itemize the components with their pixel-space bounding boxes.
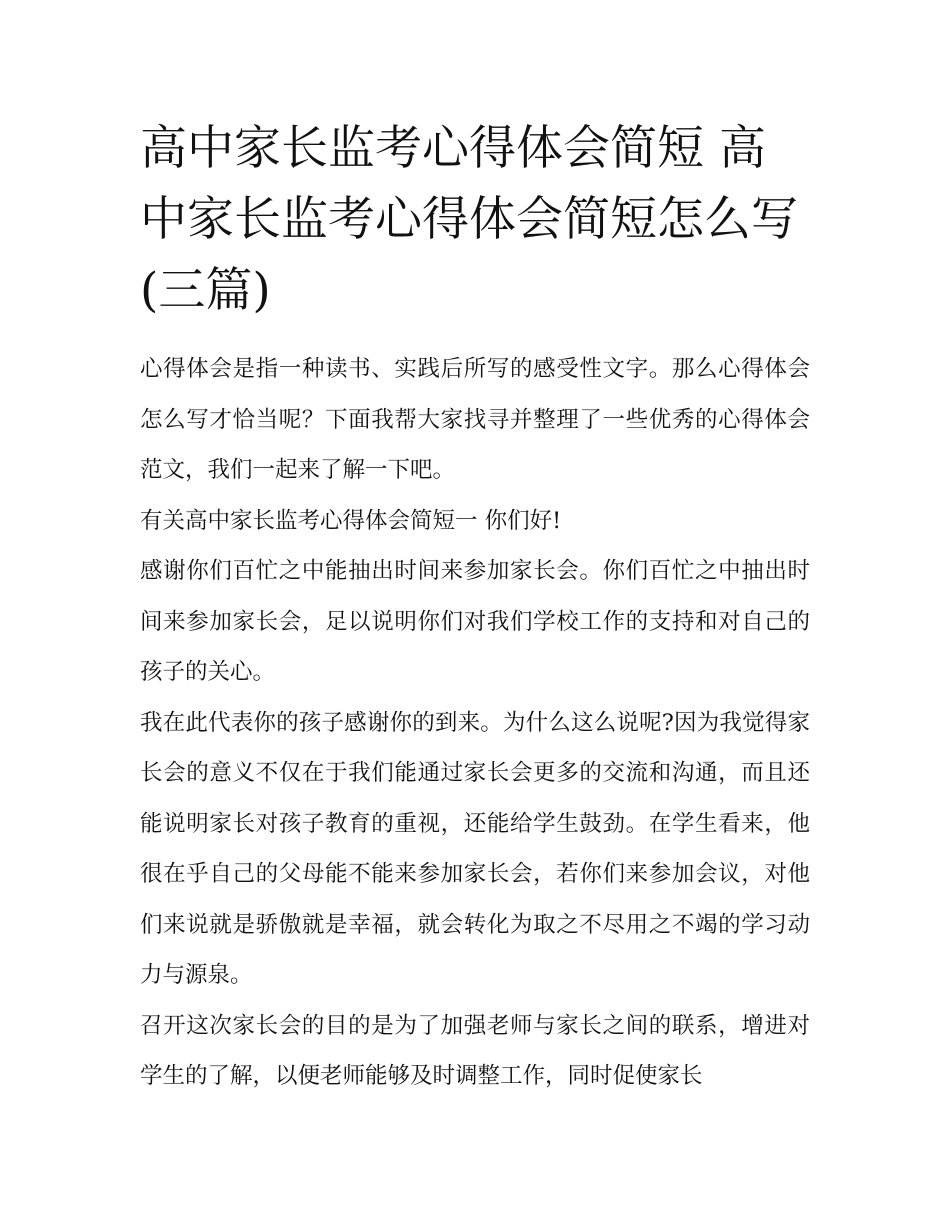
paragraph-intro: 心得体会是指一种读书、实践后所写的感受性文字。那么心得体会怎么写才恰当呢？下面我帮大家找寻并整理了一些优秀的心得体会范文，我们一起来了解一下吧。 <box>140 356 810 483</box>
paragraph-thanks: 感谢你们百忙之中能抽出时间来参加家长会。你们百忙之中抽出时间来参加家长会，足以说明你们对我们学校工作的支持和对自己的孩子的关心。 <box>140 558 810 685</box>
paragraph-meaning: 我在此代表你的孩子感谢你的到来。为什么这么说呢?因为我觉得家长会的意义不仅在于我们能通过家长会更多的交流和沟通，而且还能说明家长对孩子教育的重视，还能给学生鼓劲。在学生看来，他很在乎自己的父母能不能来参加家长会，若你们来参加会议，对他们来说就是骄傲就是幸福，就会转化为取之不尽用之不竭的学习动力与源泉。 <box>140 709 810 988</box>
paragraph-greeting: 有关高中家长监考心得体会简短一 你们好! <box>140 507 562 534</box>
document-title: 高中家长监考心得体会简短 高中家长监考心得体会简短怎么写(三篇) <box>140 121 798 318</box>
paragraph-purpose: 召开这次家长会的目的是为了加强老师与家长之间的联系，增进对学生的了解，以便老师能够及时调整工作，同时促使家长 <box>140 1012 810 1089</box>
document-body <box>140 113 810 1102</box>
